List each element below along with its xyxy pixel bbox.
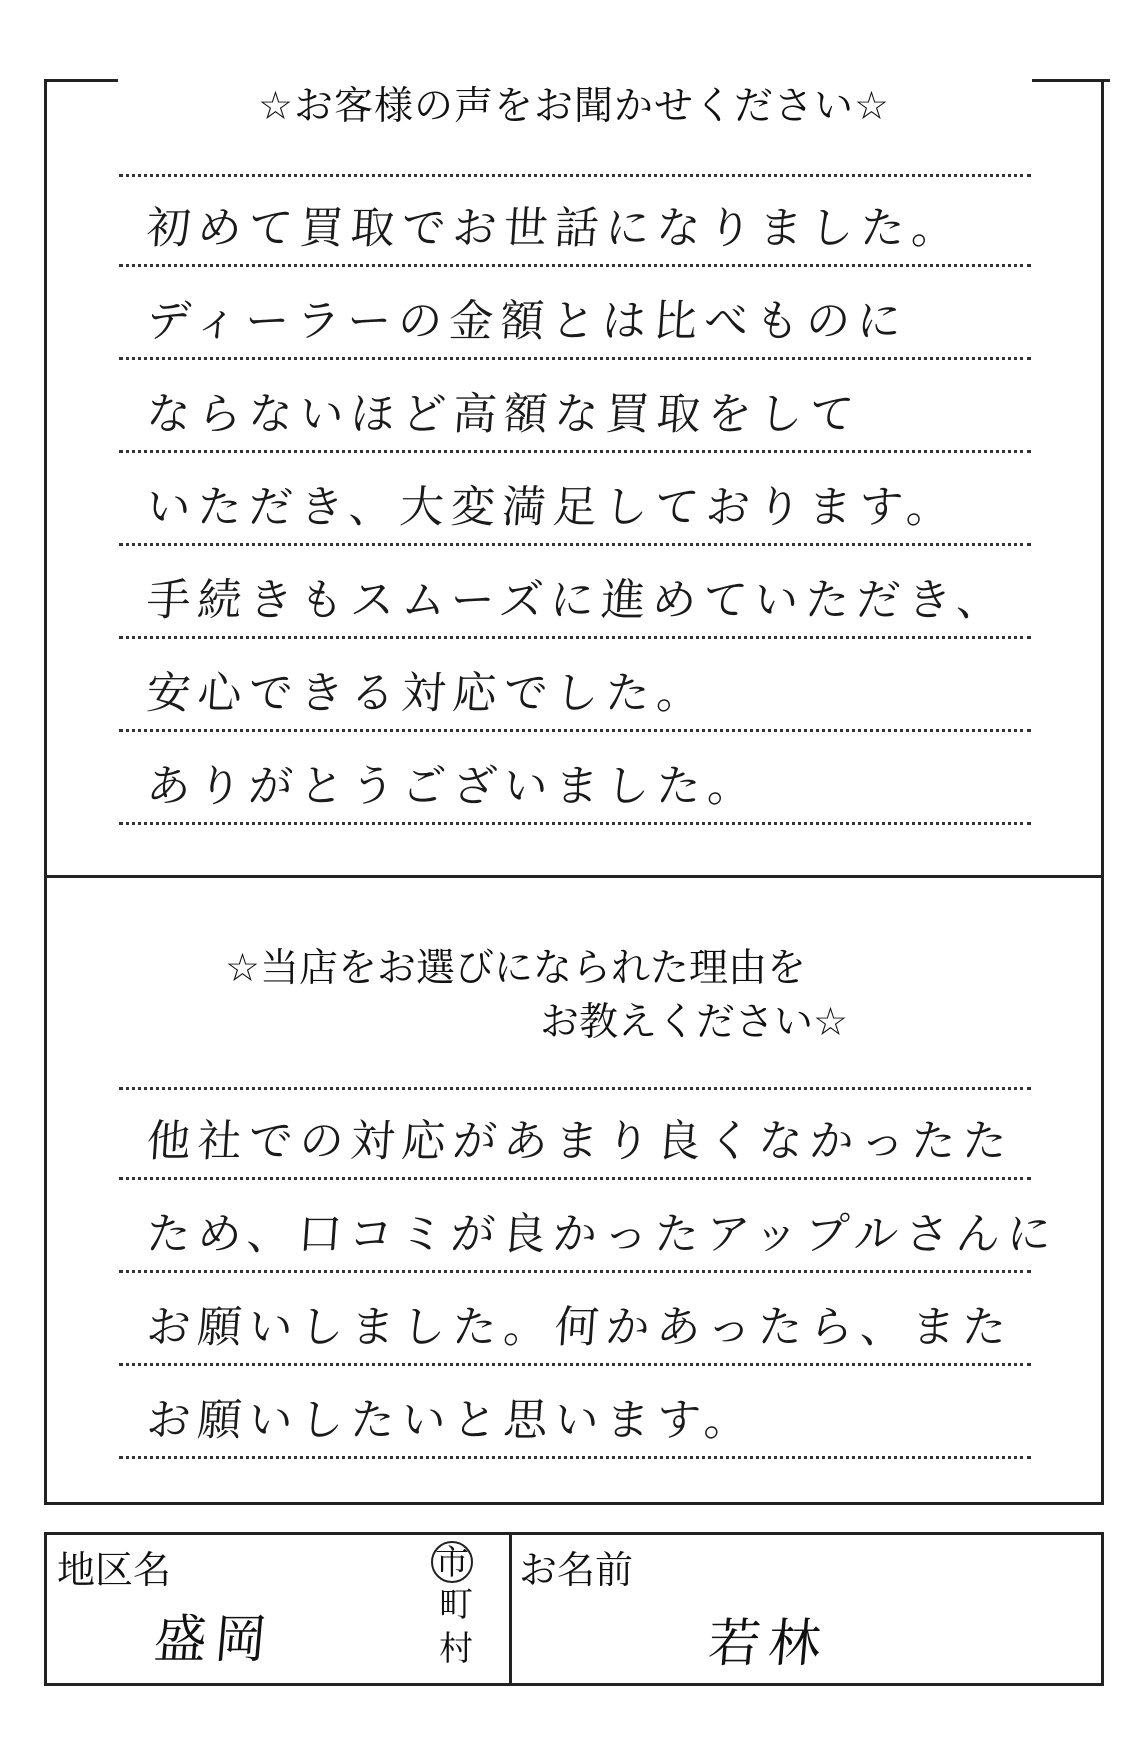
municipality-town: 町 [439, 1585, 473, 1625]
reason-line [119, 1366, 1031, 1459]
handwritten-text: お願いしたいと思います。 [144, 1395, 757, 1446]
district-value: 盛岡 [151, 1610, 278, 1670]
voice-line [119, 174, 1031, 267]
footer-divider [509, 1535, 512, 1683]
handwritten-text: いただき、大変満足しております。 [144, 482, 960, 533]
customer-voice-section [44, 81, 1104, 877]
voice-line [119, 639, 1031, 732]
name-value: 若林 [705, 1614, 832, 1674]
reason-line [119, 1180, 1060, 1273]
voice-heading: ☆お客様の声をお聞かせください☆ [258, 84, 890, 129]
voice-line [119, 732, 1031, 825]
voice-line [119, 546, 1031, 639]
name-label: お名前 [519, 1548, 634, 1592]
municipality-village: 村 [439, 1629, 473, 1669]
voice-line [119, 267, 1031, 360]
respondent-info-box [44, 1532, 1104, 1686]
handwritten-text: 他社での対応があまり良くなかったた [144, 1116, 1016, 1167]
handwritten-text: ディーラーの金額とは比べものに [144, 296, 910, 347]
handwritten-text: 手続きもスムーズに進めていただき、 [144, 575, 1010, 626]
handwritten-text: ため、口コミが良かったアップルさんに [144, 1209, 1060, 1260]
handwritten-text: お願いしました。何かあったら、また [144, 1302, 1016, 1353]
handwritten-text: ならないほど高額な買取をして [144, 389, 863, 440]
voice-lines [119, 174, 1031, 825]
reason-line [119, 1273, 1031, 1366]
handwritten-text: 初めて買取でお世話になりました。 [144, 203, 965, 254]
municipality-city-circled: 市 [431, 1541, 473, 1583]
reason-heading-line2: お教えください☆ [540, 1000, 848, 1045]
municipality-type [431, 1541, 481, 1671]
reason-heading-line1: ☆当店をお選びになられた理由を [225, 946, 806, 991]
reason-line [119, 1087, 1031, 1180]
district-label: 地区名 [57, 1548, 172, 1592]
voice-line [119, 453, 1031, 546]
handwritten-text: 安心できる対応でした。 [144, 668, 710, 719]
reason-lines [119, 1087, 1060, 1459]
voice-line [119, 360, 1031, 453]
handwritten-text: ありがとうございました。 [144, 761, 761, 812]
reason-section [44, 875, 1104, 1505]
